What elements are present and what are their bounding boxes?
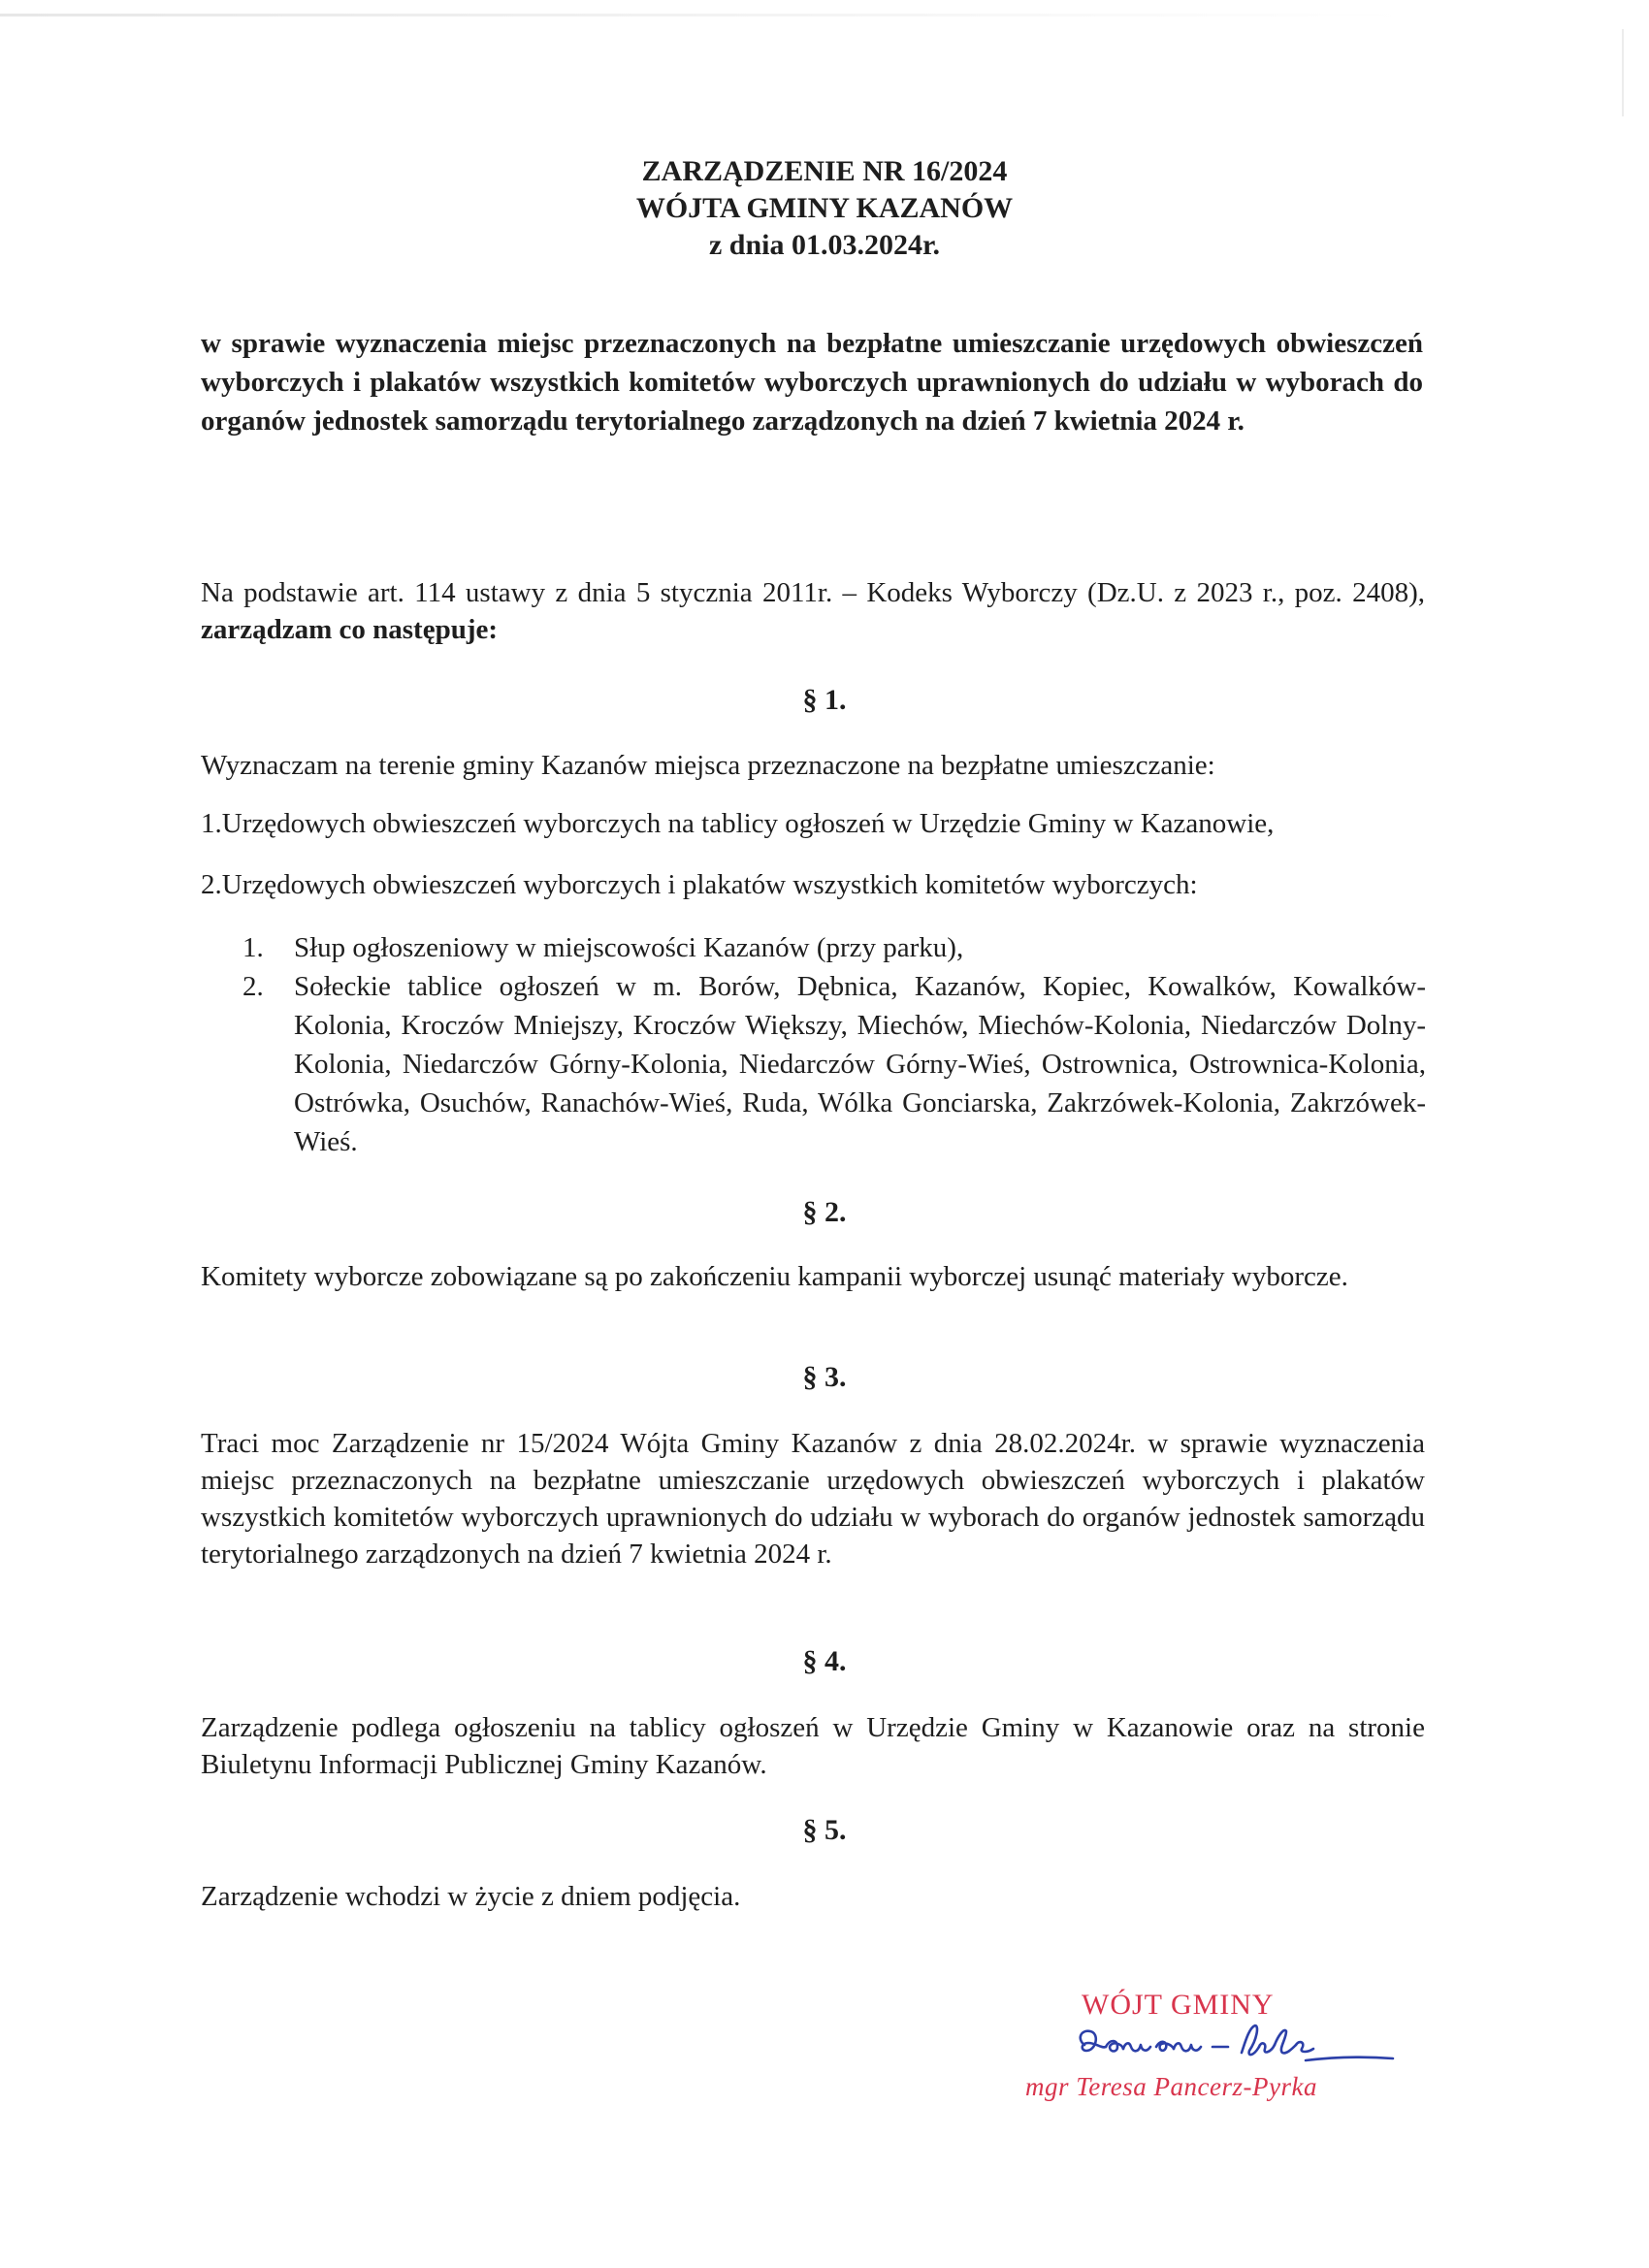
section-1-lead: Wyznaczam na terenie gminy Kazanów miejsca przeznaczone na bezpłatne umieszczanie: <box>201 750 1215 781</box>
list-item-text: Sołeckie tablice ogłoszeń w m. Borów, Dębnica, Kazanów, Kopiec, Kowalków, Kowalków-Kolonia, Kroczów Mniejszy, Kroczów Większy, Miechów, Miechów-Kolonia, Niedarczów Dolny-Kolonia, Niedarczów Górny-Kolonia, Niedarczów Górny-Wieś, Ostrownica, Ostrownica-Kolonia, Ostrówka, Osuchów, Ranachów-Wieś, Ruda, Wólka Gonciarska, Zakrzówek-Kolonia, Zakrzówek-Wieś. <box>294 971 1426 1157</box>
list-item-text: Słup ogłoszeniowy w miejscowości Kazanów (przy parku), <box>294 932 964 963</box>
legal-basis <box>201 574 1425 648</box>
legal-basis-text: Na podstawie art. 114 ustawy z dnia 5 stycznia 2011r. – Kodeks Wyborczy (Dz.U. z 2023 r., poz. 2408), <box>201 577 1425 608</box>
section-2-heading: § 2. <box>802 1196 847 1228</box>
section-4-text: Zarządzenie podlega ogłoszeniu na tablicy ogłoszeń w Urzędzie Gminy w Kazanowie oraz na stronie Biuletynu Informacji Publicznej Gminy Kazanów. <box>201 1712 1425 1780</box>
list-item-number: 1. <box>242 932 264 963</box>
issuer: WÓJTA GMINY KAZANÓW <box>635 192 1014 224</box>
section-5-text: Zarządzenie wchodzi w życie z dniem podjęcia. <box>201 1881 741 1912</box>
list-item <box>242 967 1426 1161</box>
section-4-heading: § 4. <box>802 1645 847 1677</box>
section-1-item-1: 1.Urzędowych obwieszczeń wyborczych na tablicy ogłoszeń w Urzędzie Gminy w Kazanowie, <box>201 808 1275 839</box>
section-1-sublist <box>242 928 1426 1161</box>
document-header <box>0 153 1649 264</box>
handwritten-signature <box>1067 2018 1397 2076</box>
stamp-name: mgr Teresa Pancerz-Pyrka <box>1025 2072 1317 2101</box>
legal-basis-decision: zarządzam co następuje: <box>201 614 499 645</box>
scan-edge-artifact <box>0 14 1406 16</box>
section-3-heading: § 3. <box>802 1361 847 1393</box>
scan-edge-artifact-right <box>1622 29 1624 116</box>
document-date: z dnia 01.03.2024r. <box>708 229 941 261</box>
list-item <box>242 928 1426 967</box>
section-2-text: Komitety wyborcze zobowiązane są po zakończeniu kampanii wyborczej usunąć materiały wyborcze. <box>201 1261 1348 1292</box>
section-1-heading: § 1. <box>802 684 847 716</box>
list-item-number: 2. <box>242 971 264 1002</box>
section-5-heading: § 5. <box>802 1814 847 1846</box>
stamp-title: WÓJT GMINY <box>1082 1989 1275 2021</box>
section-1-item-2: 2.Urzędowych obwieszczeń wyborczych i plakatów wszystkich komitetów wyborczych: <box>201 869 1198 900</box>
document-subject: w sprawie wyznaczenia miejsc przeznaczonych na bezpłatne umieszczanie urzędowych obwieszczeń wyborczych i plakatów wszystkich komitetów wyborczych uprawnionych do udziału w wyborach do organów jednostek samorządu terytorialnego zarządzonych na dzień 7 kwietnia 2024 r. <box>201 328 1423 437</box>
official-stamp <box>1009 1989 1397 2115</box>
section-3-text: Traci moc Zarządzenie nr 15/2024 Wójta Gminy Kazanów z dnia 28.02.2024r. w sprawie wyznaczenia miejsc przeznaczonych na bezpłatne umieszczanie urzędowych obwieszczeń wyborczych i plakatów wszystkich komitetów wyborczych uprawnionych do udziału w wyborach do organów jednostek samorządu terytorialnego zarządzonych na dzień 7 kwietnia 2024 r. <box>201 1428 1425 1570</box>
document-title: ZARZĄDZENIE NR 16/2024 <box>641 155 1008 187</box>
